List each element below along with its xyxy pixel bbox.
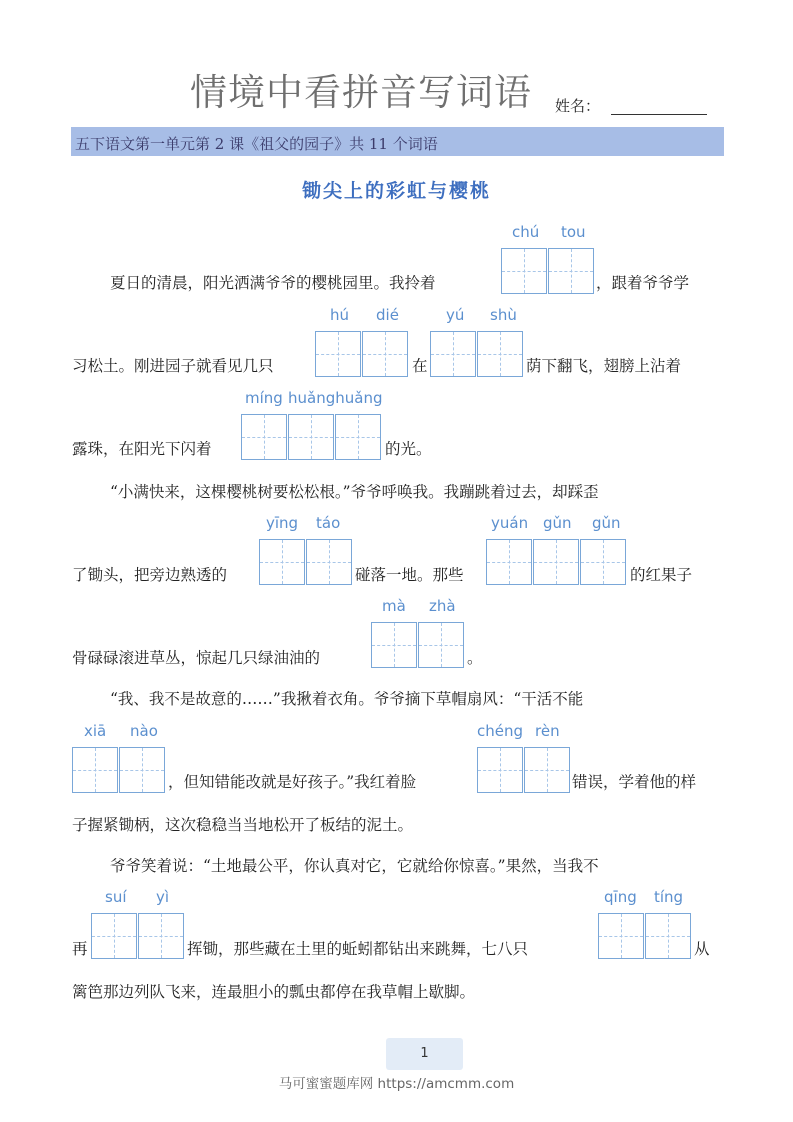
text-line-5c: 的红果子 — [630, 566, 693, 584]
answer-grid-yingtao[interactable] — [259, 539, 352, 585]
pinyin-ying: yīng — [266, 514, 299, 532]
text-line-2a: 习松土。刚进园子就看见几只 — [72, 357, 274, 375]
pinyin-gun-1: gǔn — [543, 514, 572, 532]
text-line-7: “我、我不是故意的……”我揪着衣角。爷爷摘下草帽扇风：“干活不能 — [110, 690, 584, 708]
pinyin-ting: tíng — [654, 888, 684, 906]
answer-cell[interactable] — [259, 539, 305, 585]
pinyin-qing: qīng — [604, 888, 637, 906]
answer-cell[interactable] — [72, 747, 118, 793]
answer-cell[interactable] — [524, 747, 570, 793]
pinyin-huanghuang: huǎnghuǎng — [288, 389, 383, 407]
pinyin-yuan: yuán — [491, 514, 529, 532]
text-line-2b: 在 — [412, 357, 428, 375]
pinyin-shu: shù — [490, 306, 517, 324]
text-line-2c: 荫下翻飞，翅膀上沾着 — [526, 357, 682, 375]
text-line-8b: 错误，学着他的样 — [572, 773, 697, 791]
answer-cell[interactable] — [138, 913, 184, 959]
pinyin-tao: táo — [316, 514, 341, 532]
pinyin-xia: xiā — [84, 722, 107, 740]
text-line-10: 爷爷笑着说：“土地最公平，你认真对它，它就给你惊喜。”果然，当我不 — [110, 857, 599, 875]
text-line-1b: ，跟着爷爷学 — [596, 274, 690, 292]
answer-cell[interactable] — [91, 913, 137, 959]
answer-grid-chutou[interactable] — [501, 248, 594, 294]
pinyin-yu: yú — [446, 306, 465, 324]
answer-cell[interactable] — [315, 331, 361, 377]
text-line-9: 子握紧锄柄，这次稳稳当当地松开了板结的泥土。 — [72, 816, 414, 834]
text-line-1a: 夏日的清晨，阳光洒满爷爷的樱桃园里。我拎着 — [110, 274, 436, 292]
pinyin-nao: nào — [130, 722, 158, 740]
answer-cell[interactable] — [306, 539, 352, 585]
answer-grid-suiyi[interactable] — [91, 913, 184, 959]
pinyin-ming: míng — [245, 389, 283, 407]
answer-cell[interactable] — [335, 414, 381, 460]
passage-title: 锄尖上的彩虹与樱桃 — [301, 180, 491, 202]
answer-grid-mazha[interactable] — [371, 622, 464, 668]
text-line-3a: 露珠，在阳光下闪着 — [72, 440, 212, 458]
answer-grid-hudie[interactable] — [315, 331, 408, 377]
answer-cell[interactable] — [580, 539, 626, 585]
answer-cell[interactable] — [241, 414, 287, 460]
answer-cell[interactable] — [501, 248, 547, 294]
text-line-12: 篱笆那边列队飞来，连最胆小的瓢虫都停在我草帽上歇脚。 — [72, 983, 476, 1001]
text-line-3b: 的光。 — [385, 440, 432, 458]
pinyin-zha: zhà — [429, 597, 456, 615]
answer-cell[interactable] — [486, 539, 532, 585]
page-number: 1 — [420, 1046, 429, 1061]
pinyin-cheng: chéng — [477, 722, 524, 740]
answer-cell[interactable] — [119, 747, 165, 793]
text-line-11c: 从 — [694, 940, 710, 958]
pinyin-gun-2: gǔn — [592, 514, 621, 532]
answer-grid-minghuanghuang[interactable] — [241, 414, 381, 460]
answer-cell[interactable] — [548, 248, 594, 294]
text-line-5a: 了锄头，把旁边熟透的 — [72, 566, 228, 584]
answer-grid-yushu[interactable] — [430, 331, 523, 377]
text-line-11a: 再 — [72, 940, 88, 958]
text-line-6a: 骨碌碌滚进草丛，惊起几只绿油油的 — [72, 649, 321, 667]
name-label: 姓名： — [555, 97, 601, 115]
pinyin-yi: yì — [156, 888, 170, 906]
text-line-4: “小满快来，这棵樱桃树要松松根。”爷爷呼唤我。我蹦跳着过去，却踩歪 — [110, 483, 599, 501]
answer-grid-xianao[interactable] — [72, 747, 165, 793]
answer-cell[interactable] — [362, 331, 408, 377]
answer-cell[interactable] — [477, 747, 523, 793]
text-line-11b: 挥锄，那些藏在土里的蚯蚓都钻出来跳舞，七八只 — [187, 940, 529, 958]
header-logo-title: 情境中看拼音写词语 — [190, 71, 532, 114]
text-line-5b: 碰落一地。那些 — [355, 566, 464, 584]
pinyin-chu: chú — [512, 223, 540, 241]
answer-cell[interactable] — [418, 622, 464, 668]
pinyin-sui: suí — [105, 888, 127, 906]
pinyin-tou: tou — [561, 223, 586, 241]
answer-grid-chengren[interactable] — [477, 747, 570, 793]
name-input-line[interactable] — [611, 114, 707, 115]
pinyin-ma: mà — [382, 597, 406, 615]
text-line-8a: ，但知错能改就是好孩子。”我红着脸 — [168, 773, 417, 791]
answer-cell[interactable] — [598, 913, 644, 959]
text-line-6b: 。 — [467, 649, 483, 667]
answer-grid-yuangungun[interactable] — [486, 539, 626, 585]
answer-cell[interactable] — [288, 414, 334, 460]
pinyin-die: dié — [376, 306, 399, 324]
answer-cell[interactable] — [645, 913, 691, 959]
footer-source: 马可蜜蜜题库网 https://amcmm.com — [278, 1076, 515, 1092]
answer-grid-qingting[interactable] — [598, 913, 691, 959]
pinyin-hu: hú — [330, 306, 350, 324]
lesson-banner-text: 五下语文第一单元第 2 课《祖父的园子》共 11 个词语 — [75, 135, 438, 153]
answer-cell[interactable] — [371, 622, 417, 668]
answer-cell[interactable] — [533, 539, 579, 585]
answer-cell[interactable] — [430, 331, 476, 377]
pinyin-ren: rèn — [535, 722, 560, 740]
answer-cell[interactable] — [477, 331, 523, 377]
